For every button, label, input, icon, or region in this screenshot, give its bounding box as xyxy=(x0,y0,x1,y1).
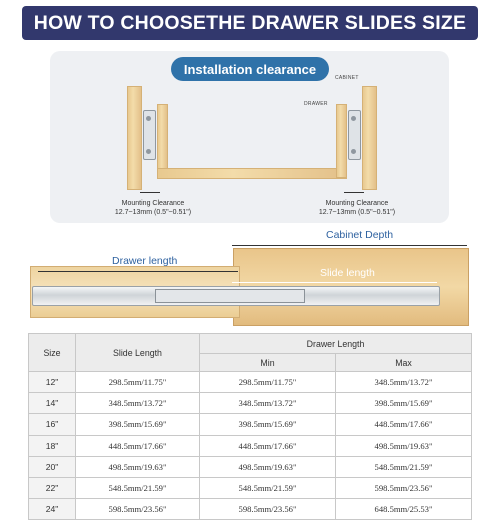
max-cell: 448.5mm/17.66" xyxy=(336,414,472,435)
slide-length-cell: 548.5mm/21.59" xyxy=(76,477,200,498)
drawer-length-arrow xyxy=(38,271,238,272)
drawer-bottom xyxy=(157,168,347,179)
right-mounting-clearance-title: Mounting Clearance xyxy=(325,200,389,207)
cabinet-depth-arrow xyxy=(232,245,467,246)
slide-length-arrow xyxy=(232,282,437,283)
right-clearance-arrow xyxy=(344,192,364,193)
table-row xyxy=(29,499,472,520)
table-row xyxy=(29,435,472,456)
min-cell: 498.5mm/19.63" xyxy=(200,456,336,477)
table-header-row xyxy=(29,334,472,354)
left-cabinet-panel xyxy=(127,86,142,190)
min-cell: 598.5mm/23.56" xyxy=(200,499,336,520)
table-row xyxy=(29,393,472,414)
table-row xyxy=(29,372,472,393)
slide-rail-center-member xyxy=(155,289,305,303)
slide-length-label: Slide length xyxy=(320,267,375,279)
left-drawer-side xyxy=(157,104,168,178)
max-cell: 398.5mm/15.69" xyxy=(336,393,472,414)
left-mounting-clearance-title: Mounting Clearance xyxy=(121,200,185,207)
drawer-length-label: Drawer length xyxy=(112,255,178,267)
size-cell: 24" xyxy=(29,499,76,520)
right-slide-bracket xyxy=(348,110,361,160)
min-cell: 298.5mm/11.75" xyxy=(200,372,336,393)
left-slide-bracket xyxy=(143,110,156,160)
right-cabinet-panel xyxy=(362,86,377,190)
min-cell: 548.5mm/21.59" xyxy=(200,477,336,498)
slide-length-cell: 598.5mm/23.56" xyxy=(76,499,200,520)
table-row xyxy=(29,456,472,477)
left-clearance-arrow xyxy=(140,192,160,193)
min-cell: 398.5mm/15.69" xyxy=(200,414,336,435)
size-cell: 12" xyxy=(29,372,76,393)
size-cell: 18" xyxy=(29,435,76,456)
left-mounting-clearance xyxy=(103,199,203,217)
table-row xyxy=(29,414,472,435)
max-cell: 548.5mm/21.59" xyxy=(336,456,472,477)
size-cell: 14" xyxy=(29,393,76,414)
min-cell: 448.5mm/17.66" xyxy=(200,435,336,456)
max-cell: 498.5mm/19.63" xyxy=(336,435,472,456)
max-cell: 348.5mm/13.72" xyxy=(336,372,472,393)
slide-length-cell: 298.5mm/11.75" xyxy=(76,372,200,393)
drawer-length-column-header: Drawer Length xyxy=(200,334,472,354)
slide-length-cell: 398.5mm/15.69" xyxy=(76,414,200,435)
right-drawer-side xyxy=(336,104,347,178)
right-mounting-clearance xyxy=(307,199,407,217)
max-cell: 598.5mm/23.56" xyxy=(336,477,472,498)
min-cell: 348.5mm/13.72" xyxy=(200,393,336,414)
min-column-header: Min xyxy=(200,354,336,372)
table-row xyxy=(29,477,472,498)
left-mounting-clearance-value: 12.7~13mm (0.5"~0.51") xyxy=(114,209,192,216)
size-cell: 16" xyxy=(29,414,76,435)
slide-length-cell: 348.5mm/13.72" xyxy=(76,393,200,414)
slide-length-cell: 498.5mm/19.63" xyxy=(76,456,200,477)
installation-clearance-pill: Installation clearance xyxy=(171,57,329,81)
size-cell: 20" xyxy=(29,456,76,477)
right-mounting-clearance-value: 12.7~13mm (0.5"~0.51") xyxy=(318,209,396,216)
size-cell: 22" xyxy=(29,477,76,498)
drawer-label: DRAWER xyxy=(304,101,328,107)
slide-length-column-header: Slide Length xyxy=(76,334,200,372)
size-table xyxy=(28,333,472,520)
max-column-header: Max xyxy=(336,354,472,372)
cabinet-label: CABINET xyxy=(335,75,359,81)
slide-length-cell: 448.5mm/17.66" xyxy=(76,435,200,456)
size-column-header: Size xyxy=(29,334,76,372)
cabinet-depth-label: Cabinet Depth xyxy=(326,229,394,241)
max-cell: 648.5mm/25.53" xyxy=(336,499,472,520)
page-title: HOW TO CHOOSETHE DRAWER SLIDES SIZE xyxy=(22,6,478,40)
